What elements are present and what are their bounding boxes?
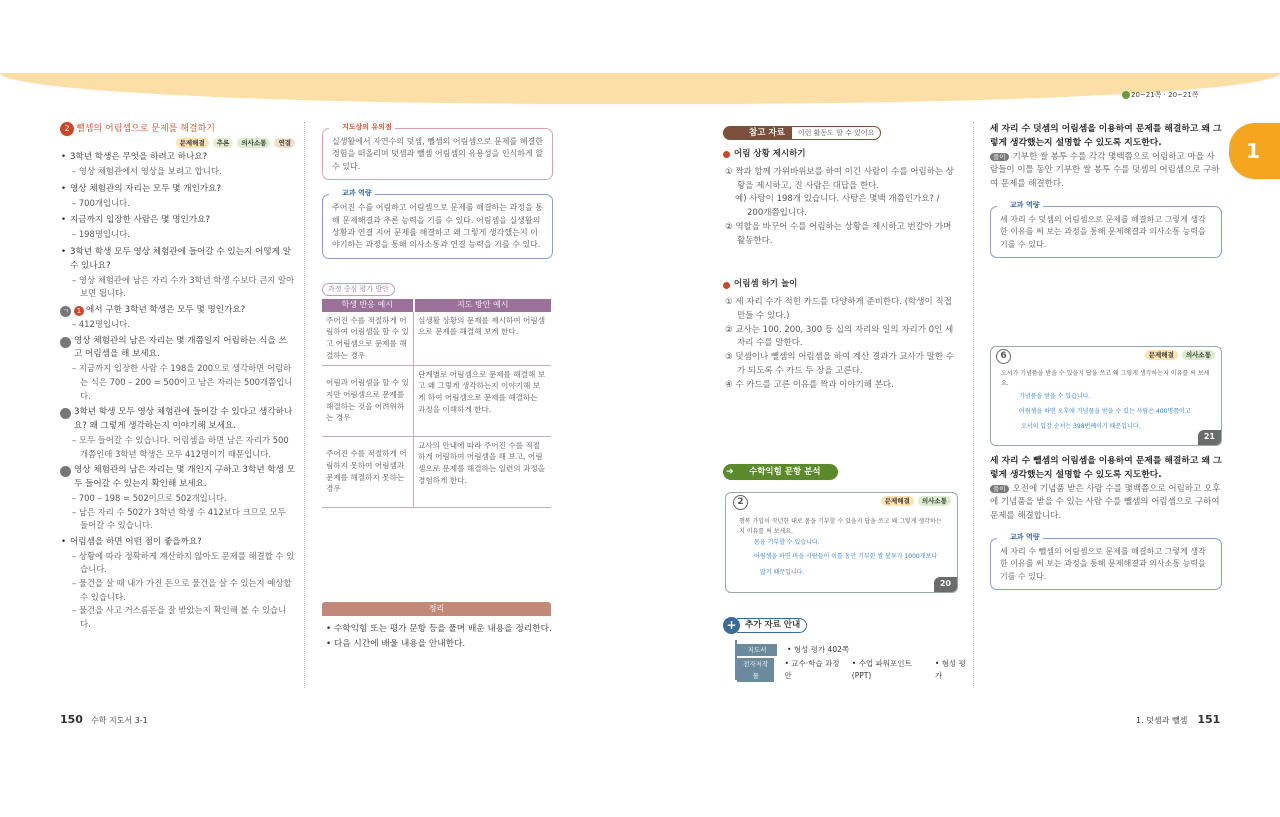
sub-question [60, 304, 295, 318]
summary-bar: 정리 [322, 602, 551, 616]
book-title: 수학 지도서 3-1 [90, 716, 148, 725]
thumb-page-number: 20 [934, 577, 957, 592]
label-badge: ㄱ [60, 306, 71, 317]
chip: 의사소통 [918, 496, 951, 506]
footer-right [1136, 711, 1220, 729]
game1-title: 어림 상황 제시하기 [723, 148, 958, 162]
game2-step: ② 교사는 100, 200, 300 등 십의 자리와 일의 자리가 0인 세 자리 수를 말한다. [725, 324, 954, 349]
answer: – 상황에 따라 정확하게 계산하지 않아도 문제를 해결할 수 있습니다. [72, 550, 295, 575]
table-row [322, 312, 551, 366]
book-icon [1122, 91, 1130, 99]
answer: – 지금까지 입장한 사람 수 198을 200으로 생각하면 어림하는 식은 700 – 200 = 500이고 남은 자리는 500개쯤입니다. [72, 363, 293, 401]
middle-column [322, 123, 553, 653]
answer: – 영상 체험관에 남은 자리 수가 3학년 학생 수보다 큰지 알아보면 됩니다. [72, 274, 295, 299]
example-paragraph: 풀이 오전에 기념품 받은 사람 수를 몇백쯤으로 어림하고 오후에 기념품을 받을 수 있는 사람 수를 뺄셈의 어림셈으로 구하여 문제를 해결합니다. [990, 483, 1221, 522]
competency-box [322, 189, 553, 259]
answer: – 물건을 사고 거스름돈을 잘 받았는지 확인해 볼 수 있습니다. [72, 605, 287, 629]
thumb-chips [877, 496, 951, 507]
question: • 영상 체험관의 자리는 모두 몇 개인가요? [60, 183, 295, 197]
ref-badge: 1 [74, 306, 84, 316]
answer: – 412명입니다. [72, 318, 130, 329]
activity-number: 2 [60, 122, 74, 136]
top-band [0, 73, 1280, 104]
table-header-row [322, 299, 551, 312]
divider [973, 122, 974, 688]
reference-header [723, 126, 958, 140]
label-badge: ㄹ [60, 466, 71, 477]
more-info-header [723, 617, 807, 634]
teaching-note-box [322, 123, 553, 180]
right-column-b-lower [990, 454, 1222, 590]
question: • 3학년 학생은 무엇을 하려고 하나요? [60, 151, 295, 165]
plus-icon: + [1001, 201, 1007, 209]
question: • 3학년 학생 모두 영상 체험관에 들어갈 수 있는지 어떻게 알 수 있나요? [60, 246, 295, 274]
sub-question [55, 406, 295, 434]
example-paragraph: 풀이 기부한 쌀 봉투 수를 각각 몇백쯤으로 어림하고 마을 사람들이 이틀 동안 기부한 쌀 봉투 수를 덧셈의 어림셈으로 구하여 문제를 해결한다. [990, 151, 1220, 190]
problem-number: 2 [733, 495, 748, 510]
answer: – 700 – 198 = 502이므로 502개입니다. [72, 493, 227, 504]
competency-label: + 교과 역량 [997, 200, 1043, 211]
eval-table [322, 299, 551, 508]
activity-title: 뺄셈의 어림셈으로 문제를 해결하기 [76, 124, 215, 134]
competency-text: 주어진 수를 어림하고 어림셈으로 문제를 해결하는 과정을 통해 문제해결과 추론 능력을 기를 수 있다. 어림셈을 실생활의 상황과 연결 지어 문제를 해결하고 왜 그렇게 생각했는지 이야기하는 과정을 통해 의사소통과 연결 능력을 기를 수 있다. [332, 203, 543, 250]
thumb-chips [1141, 350, 1215, 361]
game2-step: ① 세 자리 수가 적힌 카드를 다양하게 준비한다. (학생이 직접 만들 수 있다.) [725, 297, 952, 321]
table-header: 지도 방안 예시 [414, 299, 551, 312]
chip: 문제해결 [1145, 350, 1178, 360]
example-badge: 풀이 [990, 153, 1009, 161]
guide-intro: 세 자리 수 덧셈의 어림셈을 이용하여 문제를 해결하고 왜 그렇게 생각했는지 설명할 수 있도록 지도한다. [990, 124, 1222, 149]
thumb-answer: 기념품을 받을 수 있습니다. [1019, 393, 1091, 400]
alert-icon: ! [332, 124, 340, 132]
plus-icon: + [333, 190, 339, 198]
label-badge: ㄷ [60, 408, 71, 419]
teaching-note-text: 실생활에서 자연수의 덧셈, 뺄셈의 어림셈으로 문제를 해결한 경험을 떠올리며 덧셈과 뺄셈 어림셈의 유용성을 인식하게 할 수 있다. [332, 137, 543, 171]
chip-problem-solving: 문제해결 [176, 138, 209, 148]
resource-tag: 전자저작물 [737, 658, 774, 682]
thumb-reason: 어림셈을 하면 오후에 기념품을 받을 수 있는 사람은 400명쯤이고 [1019, 408, 1191, 415]
guide-intro: 세 자리 수 뺄셈의 어림셈을 이용하여 문제를 해결하고 왜 그렇게 생각했는지 설명할 수 있도록 지도한다. [990, 456, 1222, 481]
competency-text: 세 자리 수 덧셈의 어림셈으로 문제를 해결하고 그렇게 생각한 이유를 써 보는 과정을 통해 문제해결과 의사소통 능력을 기를 수 있다. [1000, 214, 1206, 249]
workbook-thumb-20 [725, 492, 958, 593]
plus-icon: + [723, 617, 740, 634]
thumb-answer: 몸을 기부할 수 있습니다. [754, 539, 820, 546]
thumb-reason: 많기 때문입니다. [760, 569, 805, 576]
page-ref: 20~21쪽 · 20~21쪽 [1122, 90, 1199, 101]
answer: – 모두 들어갈 수 있습니다. 어림셈을 하면 남은 자리가 500개쯤인데 3학년 학생은 모두 412명이기 때문입니다. [72, 435, 289, 459]
label-badge: ㄴ [60, 337, 71, 348]
game1-step: ② 역할을 바꾸어 수를 어림하는 상황을 제시하고 번갈아 가며 활동한다. [725, 221, 952, 246]
arrow-icon: ➔ [726, 467, 734, 477]
plus-icon: + [1001, 533, 1007, 541]
chip: 문제해결 [881, 496, 914, 506]
sub-question-text: 3학년 학생 모두 영상 체험관에 들어갈 수 있다고 생각하나요? 왜 그렇게 생각하는지 이야기해 보세요. [74, 407, 293, 432]
reference-desc: 이런 활동도 할 수 있어요 [791, 126, 882, 140]
star-icon [723, 126, 743, 140]
chip-communication: 의사소통 [237, 138, 270, 148]
thumb-question: 행복 가입이 작년한 대로 몸을 기부할 수 있을지 답을 쓰고 왜 그렇게 생각하는지 이유를 써 보세요. [739, 518, 942, 535]
game2-step: ③ 덧셈이나 뺄셈의 어림셈을 하여 계산 결과가 교사가 말한 수가 되도록 수 카드 두 장을 고른다. [725, 352, 955, 376]
footer-left [60, 711, 148, 729]
teaching-note-label: ! 지도상의 유의점 [329, 122, 395, 133]
resource-item: • 형성 평가 [934, 658, 966, 680]
resource-item: • 교수·학습 과정안 [784, 658, 840, 680]
thumb-reason: 어림셈을 하면 마을 사람들이 이틀 동안 기부한 쌀 봉투가 1000개보다 [754, 553, 938, 560]
table-row [322, 365, 551, 436]
summary-list [322, 622, 553, 653]
more-info-list [735, 640, 970, 680]
sub-question [55, 464, 295, 492]
table-cell: 주어진 수를 적절하게 어림하여 어림셈을 할 수 있고 어림셈으로 문제를 해결하는 경우 [322, 312, 414, 366]
process-eval-label: 과정 중심 평가 방안 [322, 283, 395, 296]
thumb-page-number: 21 [1198, 430, 1221, 445]
answer: – 남은 자리 수 502가 3학년 학생 수 412보다 크므로 모두 들어갈 수 있습니다. [72, 506, 286, 531]
competency-label: + 교과 역량 [329, 188, 375, 199]
more-info-label: 추가 자료 안내 [737, 618, 807, 633]
question: • 지금까지 입장한 사람은 몇 명인가요? [60, 214, 295, 228]
right-column-a [723, 126, 958, 392]
game1-example: 예) 사탕이 198개 있습니다. 사탕은 몇백 개쯤인가요? / 200개쯤입니다. [735, 194, 940, 219]
table-cell: 어림과 어림셈을 할 수 있지만 어림셈으로 문제를 해결하는 것을 어려워하는 경우 [322, 365, 414, 436]
table-header: 학생 반응 예시 [322, 299, 414, 312]
table-cell: 교사의 안내에 따라 주어진 수를 적절하게 어림하여 어림셈을 해 보고, 어림셈으로 문제를 해결하는 일련의 과정을 경험하게 한다. [414, 436, 551, 507]
left-column [55, 122, 295, 632]
game2-step: ④ 수 카드를 고른 이유를 짝과 이야기해 본다. [725, 379, 894, 390]
page-number: 150 [60, 713, 83, 726]
resource-tag: 지도서 [737, 644, 777, 656]
resource-item: • 형성 평가 402쪽 [787, 644, 850, 654]
resource-item: • 수업 파워포인트(PPT) [851, 658, 912, 680]
chip: 의사소통 [1182, 350, 1215, 360]
sub-question-text: 에서 구한 3학년 학생은 모두 몇 명인가요? [86, 305, 246, 315]
thumb-question: 오서가 기념품을 받을 수 있을지 답을 쓰고 왜 그렇게 생각하는지 이유를 써 보세요. [1001, 370, 1210, 387]
table-row [322, 436, 551, 507]
thumb-reason: 오서의 입장 순서는 398번째이기 때문입니다. [1021, 423, 1141, 430]
chapter-tab: 1 [1229, 123, 1280, 179]
problem-number: 6 [996, 349, 1011, 364]
table-cell: 단계별로 어림셈으로 문제를 해결해 보고 왜 그렇게 생각하는지 이야기해 보게 하여 어림셈으로 문제를 해결하는 과정을 이해하게 한다. [414, 365, 551, 436]
game1-step: ① 짝과 함께 가위바위보를 하여 이긴 사람이 수를 어림하는 상황을 제시하고, 진 사람은 대답을 한다. [725, 166, 955, 191]
activity-chips [60, 137, 295, 151]
activity-title-row [60, 122, 295, 137]
summary-item: • 수학익힘 또는 평가 문항 등을 풀며 배운 내용을 정리한다. [326, 623, 552, 634]
sub-question-text: 영상 체험관의 남은 자리는 몇 개인지 구하고 3학년 학생 모두 들어갈 수 있는지 확인해 보세요. [74, 465, 295, 490]
bullet-icon [723, 282, 730, 289]
answer: – 영상 체험관에서 영상을 보려고 합니다. [72, 166, 222, 177]
question: • 어림셈을 하면 어떤 점이 좋을까요? [60, 536, 295, 550]
competency-label: + 교과 역량 [997, 532, 1043, 543]
example-badge: 풀이 [990, 485, 1009, 493]
divider [304, 122, 305, 688]
competency-box [990, 532, 1222, 590]
chip-reasoning: 추론 [213, 138, 234, 148]
more-info-row [737, 660, 970, 680]
summary-item: • 다음 시간에 배울 내용을 안내한다. [326, 639, 466, 650]
chip-connection: 연결 [274, 138, 295, 148]
competency-text: 세 자리 수 뺄셈의 어림셈으로 문제를 해결하고 그렇게 생각한 이유를 써 보는 과정을 통해 문제해결과 의사소통 능력을 기를 수 있다. [1000, 546, 1206, 581]
table-cell: 실생활 상황의 문제를 제시하여 어림셈으로 문제를 해결해 보게 한다. [414, 312, 551, 366]
right-column-b [990, 122, 1222, 258]
workbook-thumb-21 [990, 346, 1222, 446]
bullet-icon [723, 151, 730, 158]
answer: – 물건을 살 때 내가 가진 돈으로 물건을 살 수 있는지 예상할 수 있습니다. [72, 578, 292, 602]
competency-box [990, 200, 1222, 258]
table-cell: 주어진 수를 적절하게 어림하지 못하여 어림셈과 문제를 해결하지 못하는 경우 [322, 436, 414, 507]
answer: – 700개입니다. [72, 197, 130, 208]
sub-question [55, 335, 295, 363]
analysis-banner: 수학익힘 문항 분석 [723, 464, 838, 480]
sub-question-text: 영상 체험관의 남은 자리는 몇 개쯤일지 어림하는 식을 쓰고 어림셈을 해 보세요. [74, 335, 287, 360]
game2-title: 어림셈 하기 놀이 [723, 278, 958, 292]
page-number: 151 [1197, 713, 1221, 726]
unit-title: 1. 덧셈과 뺄셈 [1136, 716, 1188, 725]
answer: – 198명입니다. [72, 229, 130, 240]
reference-badge: 참고 자료 [743, 126, 791, 140]
